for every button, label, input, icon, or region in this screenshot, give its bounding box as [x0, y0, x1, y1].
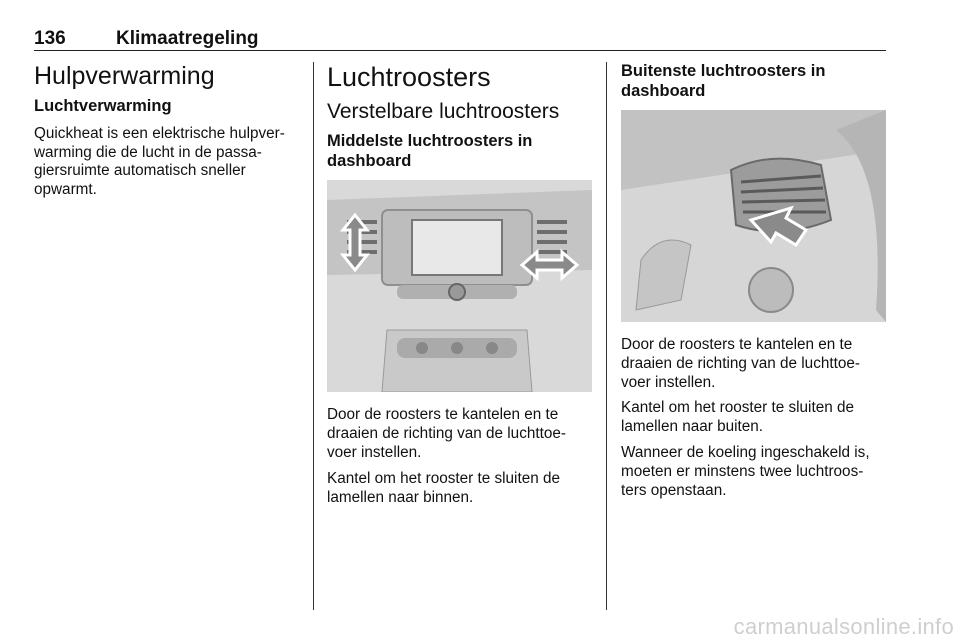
heading-luchtroosters: Luchtroosters: [327, 62, 491, 92]
subheading-luchtverwarming: Luchtverwarming: [34, 96, 172, 115]
column-right: [621, 62, 887, 508]
paragraph-adjust-center: Door de roosters te kantelen en te draaien de richting van de luchttoe-voer instellen.: [327, 405, 566, 461]
subheading-verstelbare: Verstelbare luchtroosters: [327, 100, 560, 124]
subheading-buitenste: Buitenste luchtroosters in dashboard: [621, 62, 826, 100]
paragraph-adjust-outer: Door de roosters te kantelen en te draaien de richting van de luchttoe-voer instellen.: [621, 335, 860, 391]
paragraph-cooling-note: Wanneer de koeling ingeschakeld is, moeten er minstens twee luchtroos-ters openstaan.: [621, 444, 870, 500]
chapter-title: Klimaatregeling: [116, 28, 259, 49]
paragraph-close-center: Kantel om het rooster te sluiten de lamellen naar binnen.: [327, 469, 560, 506]
column-divider: [606, 62, 607, 610]
page-header: [34, 28, 886, 51]
paragraph-close-outer: Kantel om het rooster te sluiten de lamellen naar buiten.: [621, 399, 854, 436]
subheading-middelste: Middelste luchtroosters in dashboard: [327, 132, 533, 171]
page-number: 136: [34, 28, 66, 49]
column-left: [34, 62, 300, 207]
outer-vents-illustration: [621, 110, 886, 322]
center-vents-illustration: [327, 180, 592, 392]
paragraph-quickheat: Quickheat is een elektrische hulpver-warming die de lucht in de passa-giersruimte automatisch sneller opwarmt.: [34, 124, 285, 199]
column-divider: [313, 62, 314, 610]
watermark: carmanualsonline.info: [733, 614, 954, 639]
heading-hulpverwarming: Hulpverwarming: [34, 62, 215, 90]
column-middle: [327, 62, 593, 515]
